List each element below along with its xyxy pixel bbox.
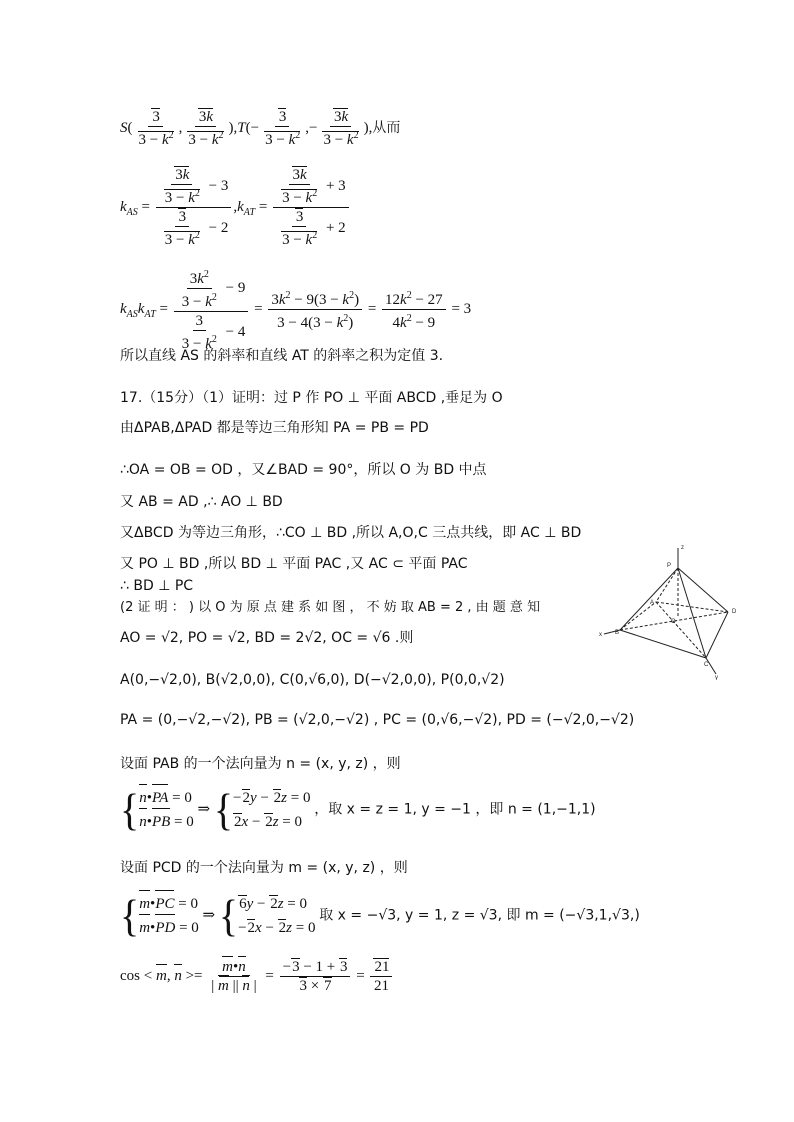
q17-plane-pcd: 设面 PCD 的一个法向量为 m = (x, y, z) ，则 [120, 860, 408, 876]
q17-vectors: PA = (0,−√2,−√2), PB = (√2,0,−√2) , PC = (0,√6,−√2), PD = (−√2,0,−√2) [120, 712, 635, 728]
label-a: A [650, 600, 655, 606]
q17-lengths: AO = √2, PO = √2, BD = 2√2, OC = √6 .则 [120, 630, 414, 646]
label-c: C [704, 662, 709, 668]
q17-coords: A(0,−√2,0), B(√2,0,0), C(0,√6,0), D(−√2,0,0), P(0,0,√2) [120, 672, 505, 688]
q17-header: 17.（15分）（1）证明：过 P 作 PO ⊥ 平面 ABCD ,垂足为 O [120, 390, 503, 406]
q17-line4: 又 AB = AD ,∴ AO ⊥ BD [120, 494, 283, 510]
q17-line2: 由ΔPAB,ΔPAD 都是等边三角形知 PA = PB = PD [120, 420, 429, 436]
normal-m-system: { m•PC = 0 m•PD = 0 ⇒ { 6y − 2z = 0 −2x − 2z = 0 取 x = −√3, y = 1, z = √3, 即 m = (−√3,1,√3,) [120, 890, 640, 941]
q17-part2: (2 证 明 ： ) 以 O 为 原 点 建 系 如 图 ， 不 妨 取 AB = 2 , 由 题 意 知 [120, 600, 541, 615]
q17-line7: ∴ BD ⊥ PC [120, 578, 194, 594]
pyramid-figure [598, 540, 748, 680]
slope-product: $k_{AS}k_{AT}$ = $\frac{3k^2}{3 - k^2}$ − 9 $\frac{3}{3 - k^2}$ − 4 = $\frac{3k^2 - 9(3 - k^2)}{3 - 4(3 - k^2)}$ = $\frac{12k^2 - 27}{4k^2 - 9}$ = 3 [120, 266, 471, 353]
cosine-line: cos < m, n >= $\frac{m•n}{| m || n |}$ = $\frac{-3 - 1 + 3}{3 \times 7}$ = $\frac{21}{21}$ [120, 958, 394, 995]
q17-line3: ∴OA = OB = OD ，又∠BAD = 90°，所以 O 为 BD 中点 [120, 462, 487, 478]
slope-definitions: $k_{AS}$ = $\frac{3k}{3 - k^2}$ − 3 $\frac{3}{3 - k^2}$ − 2 $,k_{AT}$ = $\frac{3k}{3 - k^2}$ + 3 $\frac{3}{3 - k^2}$ + 2 [120, 166, 351, 249]
label-b: B [615, 630, 620, 636]
label-p: P [667, 563, 672, 569]
conclusion-line: 所以直线 AS 的斜率和直线 AT 的斜率之积为定值 3. [120, 348, 444, 364]
label-y: y [715, 675, 718, 680]
label-d: D [732, 609, 737, 615]
label-o: O [671, 619, 676, 625]
label-x: x [599, 632, 602, 638]
conj-text: 从而 [372, 119, 401, 136]
normal-n-system: { n•PA = 0 n•PB = 0 ⇒ { −2y − 2z = 0 2x − 2z = 0 ，取 x = z = 1, y = −1 ，即 n = (1,−1,1) [120, 784, 596, 835]
pab-take-text: ，取 x = z = 1, y = −1 ，即 n = (1,−1,1) [314, 801, 596, 818]
pcd-take-text: 取 x = −√3, y = 1, z = √3, 即 m = (−√3,1,√3,) [319, 907, 640, 924]
st-coordinates-line: S( $\frac{3}{3 - k^2}$ , $\frac{3k}{3 - k^2}$ ),T(− $\frac{3}{3 - k^2}$ ,− $\frac{3k}{3 - k^2}$ ),从而 [120, 109, 401, 148]
q17-line6: 又 PO ⊥ BD ,所以 BD ⊥ 平面 PAC ,又 AC ⊂ 平面 PAC [120, 556, 468, 572]
q17-line5: 又ΔBCD 为等边三角形，∴CO ⊥ BD ,所以 A,O,C 三点共线，即 AC ⊥ BD [120, 525, 582, 541]
label-z: z [681, 545, 684, 551]
q17-plane-pab: 设面 PAB 的一个法向量为 n = (x, y, z) ，则 [120, 756, 401, 772]
